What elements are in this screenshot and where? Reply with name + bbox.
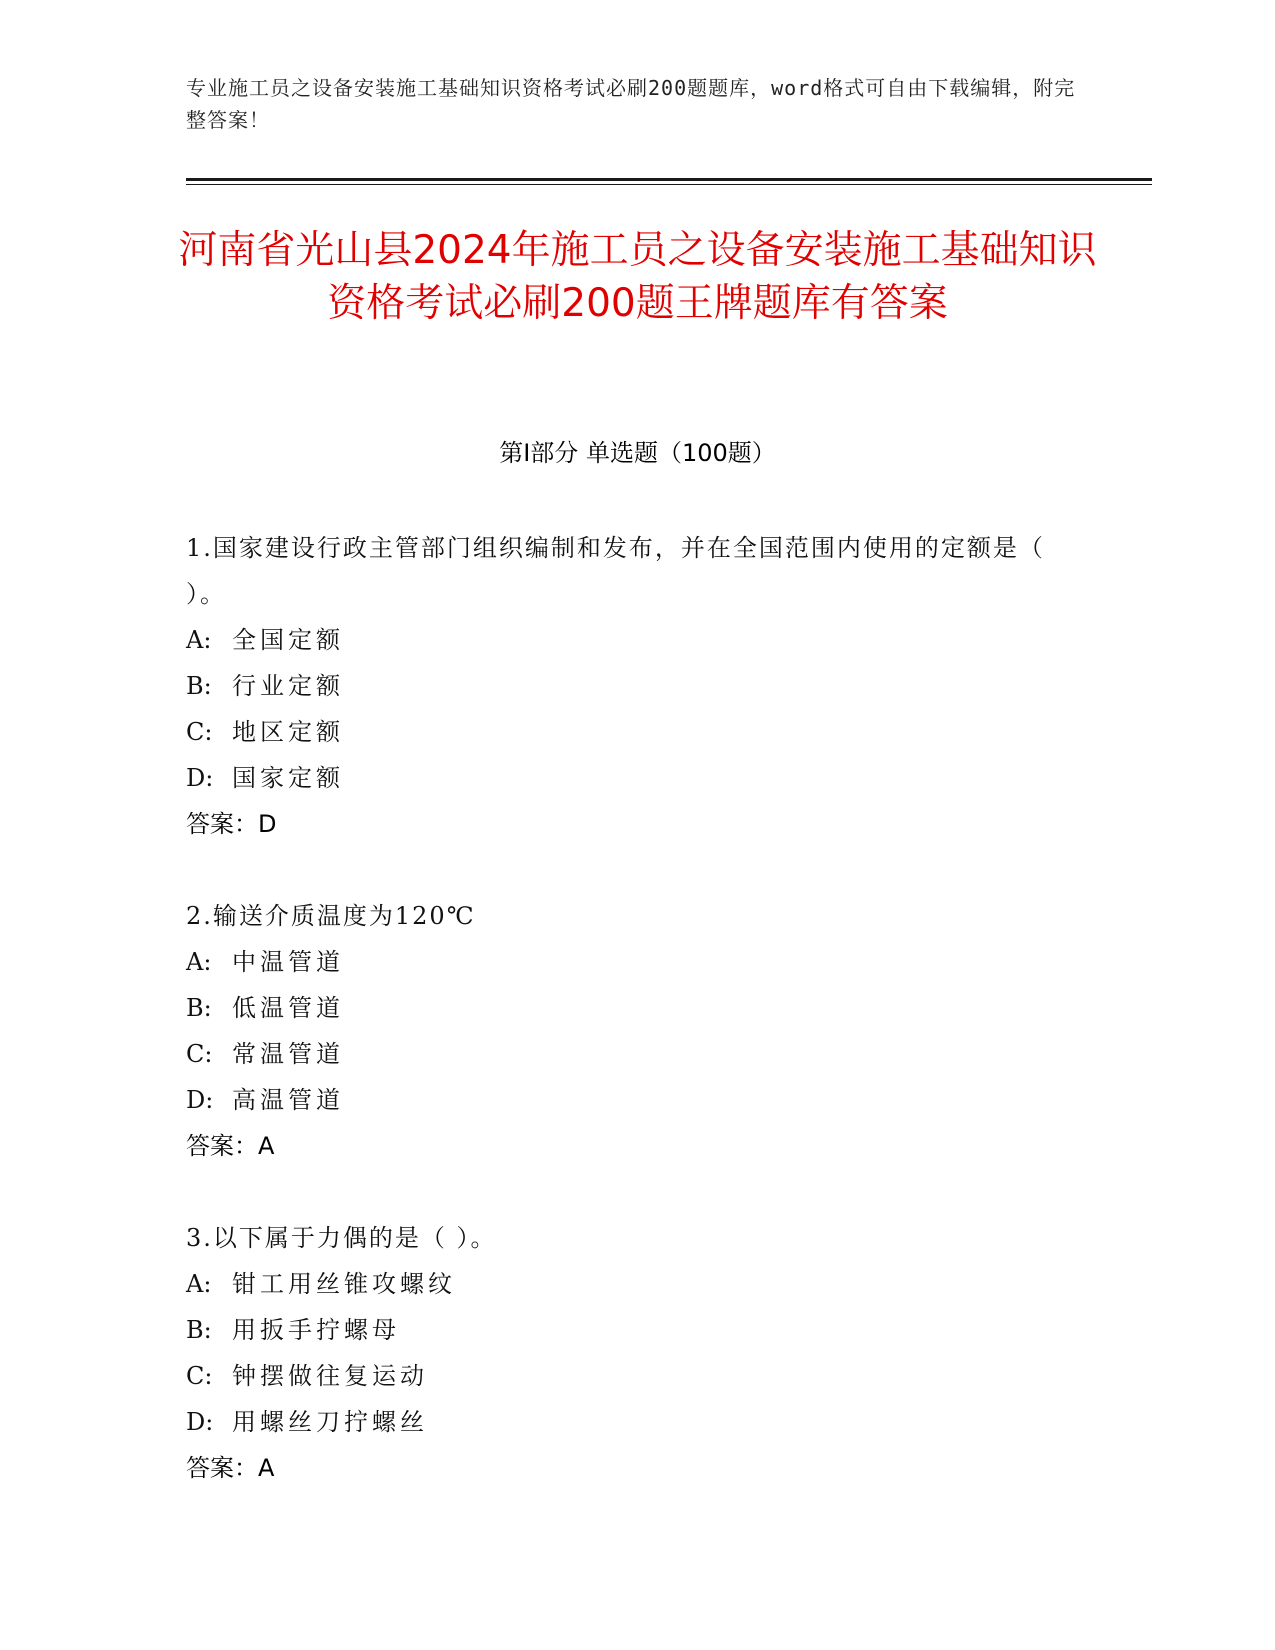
option-text: 用扳手拧螺母 (232, 1316, 400, 1344)
option-text: 行业定额 (232, 672, 344, 700)
option-c (186, 1031, 1086, 1077)
option-letter: D: (186, 1086, 214, 1114)
header-divider-thick (186, 178, 1152, 181)
option-letter: A: (186, 626, 212, 654)
option-text: 地区定额 (232, 718, 344, 746)
document-title: 河南省光山县2024年施工员之设备安装施工基础知识资格考试必刷200题王牌题库有答案 (178, 228, 1097, 326)
answer-line: 答案：D (186, 810, 277, 838)
question-1 (186, 525, 1086, 847)
option-letter: A: (186, 1270, 212, 1298)
question-stem: 2.输送介质温度为120℃ (186, 902, 476, 930)
option-text: 用螺丝刀拧螺丝 (232, 1408, 428, 1436)
question-2 (186, 893, 1086, 1169)
option-letter: D: (186, 764, 214, 792)
option-a (186, 939, 1086, 985)
option-d (186, 1399, 1086, 1445)
option-c (186, 709, 1086, 755)
option-text: 中温管道 (232, 948, 344, 976)
option-text: 钟摆做往复运动 (232, 1362, 428, 1390)
option-a (186, 1261, 1086, 1307)
option-letter: D: (186, 1408, 214, 1436)
option-d (186, 1077, 1086, 1123)
option-letter: B: (186, 1316, 212, 1344)
option-text: 低温管道 (232, 994, 344, 1022)
answer-line: 答案：A (186, 1454, 275, 1482)
question-3 (186, 1215, 1086, 1491)
answer-line: 答案：A (186, 1132, 275, 1160)
option-letter: A: (186, 948, 212, 976)
option-letter: C: (186, 718, 213, 746)
option-text: 常温管道 (232, 1040, 344, 1068)
option-text: 国家定额 (232, 764, 344, 792)
question-stem: 3.以下属于力偶的是（ ）。 (186, 1224, 497, 1252)
option-letter: C: (186, 1040, 213, 1068)
option-text: 高温管道 (232, 1086, 344, 1114)
option-text: 钳工用丝锥攻螺纹 (232, 1270, 456, 1298)
option-letter: C: (186, 1362, 213, 1390)
option-b (186, 985, 1086, 1031)
option-a (186, 617, 1086, 663)
option-letter: B: (186, 994, 212, 1022)
question-stem: 1.国家建设行政主管部门组织编制和发布，并在全国范围内使用的定额是（ ）。 (186, 534, 1045, 608)
option-b (186, 663, 1086, 709)
option-c (186, 1353, 1086, 1399)
section-heading: 第I部分 单选题（100题） (499, 439, 776, 467)
option-b (186, 1307, 1086, 1353)
header-divider-thin (186, 184, 1152, 185)
option-text: 全国定额 (232, 626, 344, 654)
question-list (186, 525, 1086, 1537)
option-d (186, 755, 1086, 801)
option-letter: B: (186, 672, 212, 700)
intro-text: 专业施工员之设备安装施工基础知识资格考试必刷200题题库，word格式可自由下载编辑，附完整答案！ (186, 76, 1076, 132)
